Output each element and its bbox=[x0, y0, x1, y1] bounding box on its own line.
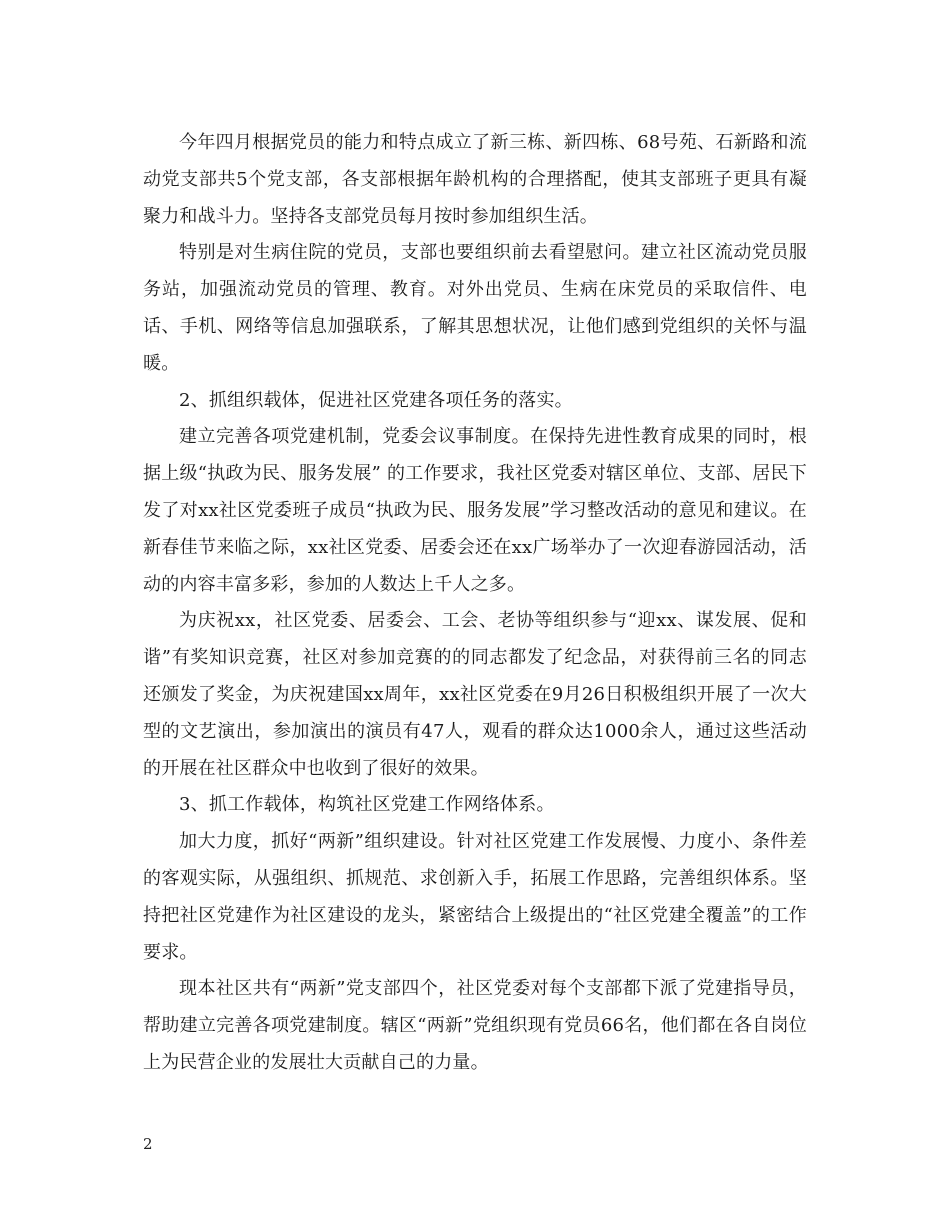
document-body bbox=[143, 125, 807, 1082]
section-heading-network: 3、抓工作载体，构筑社区党建工作网络体系。 bbox=[179, 794, 555, 816]
section-heading-organization: 2、抓组织载体，促进社区党建各项任务的落实。 bbox=[179, 389, 573, 411]
paragraph-care: 特别是对生病住院的党员，支部也要组织前去看望慰问。建立社区流动党员服务站，加强流动党员的管理、教育。对外出党员、生病在床党员的采取信件、电话、手机、网络等信息加强联系，了解其思想状况，让他们感到党组织的关怀与温暖。 bbox=[143, 242, 807, 374]
paragraph-mechanism: 建立完善各项党建机制，党委会议事制度。在保持先进性教育成果的同时，根据上级“执政为民、服务发展” 的工作要求，我社区党委对辖区单位、支部、居民下发了对xx社区党委班子成员“执政为民、服务发展”学习整改活动的意见和建议。在新春佳节来临之际，xx社区党委、居委会还在xx广场举办了一次迎春游园活动，活动的内容丰富多彩，参加的人数达上千人之多。 bbox=[143, 426, 807, 595]
paragraph-branches: 今年四月根据党员的能力和特点成立了新三栋、新四栋、68号苑、石新路和流动党支部共5个党支部，各支部根据年龄机构的合理搭配，使其支部班子更具有凝聚力和战斗力。坚持各支部党员每月按时参加组织生活。 bbox=[143, 132, 807, 227]
paragraph-celebration: 为庆祝xx，社区党委、居委会、工会、老协等组织参与“迎xx、谋发展、促和谐”有奖知识竞赛，社区对参加竞赛的的同志都发了纪念品，对获得前三名的同志还颁发了奖金，为庆祝建国xx周年，xx社区党委在9月26日积极组织开展了一次大型的文艺演出，参加演出的演员有47人，观看的群众达1000余人，通过这些活动的开展在社区群众中也收到了很好的效果。 bbox=[143, 610, 807, 779]
page-number: 2 bbox=[143, 1135, 153, 1153]
paragraph-two-new: 加大力度，抓好“两新”组织建设。针对社区党建工作发展慢、力度小、条件差的客观实际，从强组织、抓规范、求创新入手，拓展工作思路，完善组织体系。坚持把社区党建作为社区建设的龙头，紧密结合上级提出的“社区党建全覆盖”的工作要求。 bbox=[143, 831, 807, 963]
paragraph-branch-count: 现本社区共有“两新”党支部四个，社区党委对每个支部都下派了党建指导员，帮助建立完善各项党建制度。辖区“两新”党组织现有党员66名，他们都在各自岗位上为民营企业的发展壮大贡献自己的力量。 bbox=[143, 978, 807, 1073]
